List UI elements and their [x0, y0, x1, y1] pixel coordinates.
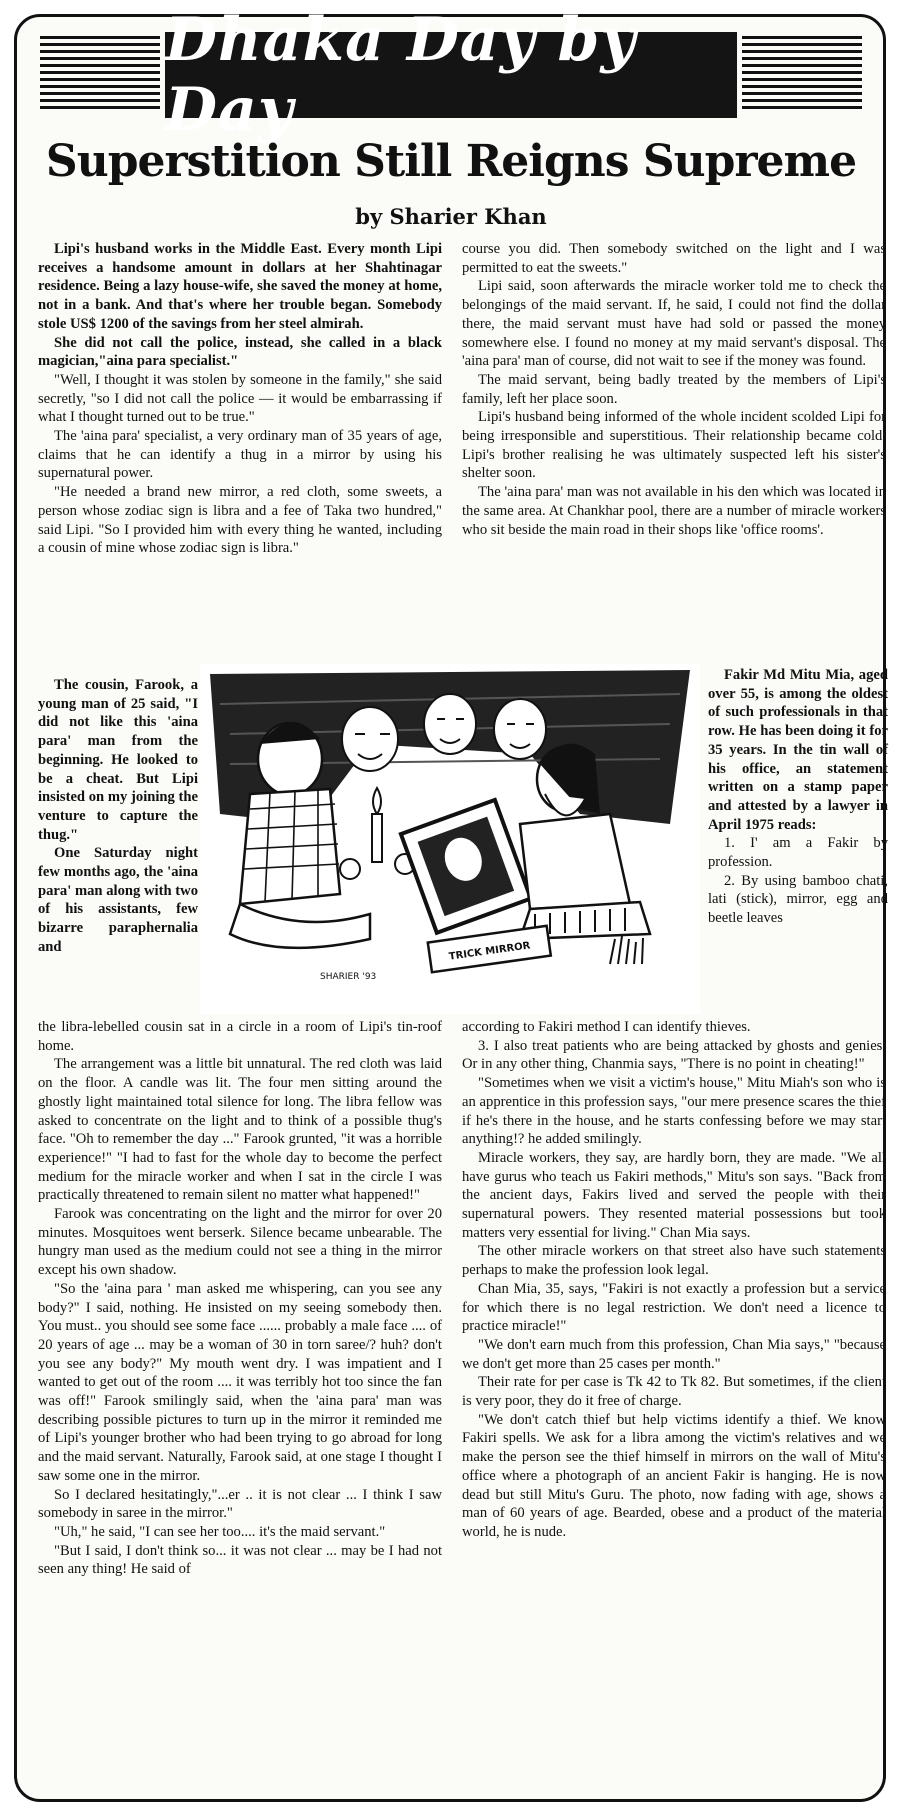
paragraph: The 'aina para' specialist, a very ordinary man of 35 years of age, claims that he can identify a thug in a mirror by using his supernatural power.	[38, 428, 442, 482]
column-right-wrap	[708, 666, 888, 928]
paragraph: One Saturday night few months ago, the 'aina para' man along with two of his assistants, few bizarre paraphernalia and	[38, 845, 198, 955]
paragraph: "Sometimes when we visit a victim's house," Mitu Miah's son who is an apprentice in this profession says, "our mere presence scares the thief if he's there in the house, and he starts confessing before we may start anything!? he added smilingly.	[462, 1075, 886, 1148]
paragraph: Lipi's husband being informed of the whole incident scolded Lipi for being irresponsible and superstitious. Their relationship became cold. Lipi's brother realising he was ultimately suspected left his sister's shelter soon.	[462, 409, 886, 482]
paragraph: The cousin, Farook, a young man of 25 said, "I did not like this 'aina para' man from the beginning. He looked to be a cheat. But Lipi insisted on my joining the venture to capture the thug."	[38, 677, 198, 843]
column-left-bottom	[38, 1018, 442, 1579]
column-left-top	[38, 240, 442, 558]
column-right-bottom	[462, 1018, 886, 1542]
paragraph: Lipi said, soon afterwards the miracle worker told me to check the belongings of the maid servant. If, he said, I could not find the dollar there, the maid servant must have had sold or passed the money somewhere else. I found no money at my maid servant's disposal. The 'aina para' man of course, did not wait to see if the money was found.	[462, 278, 886, 370]
paragraph: "So the 'aina para ' man asked me whispering, can you see any body?" I said, nothing. He insisted on my seeing somebody then. You must.. you should see some face ...... probably a male face .... of 20 years of age ... may be a woman of 30 in torn saree/? huh? don't you see any body?" My mouth went dry. I was impatient and I wanted to get out of the room .... it was terribly hot too since the fan was off!" Farook smilingly said, when the 'aina para' man was describing possible pictures to turn up in the mirror it reminded me of Lipi's younger brother who had been trying to go abroad for long and the maid servant. Naturally, Farook said, at one stage I thought I saw some one in the mirror.	[38, 1280, 442, 1484]
paragraph: Fakir Md Mitu Mia, aged over 55, is among the oldest of such professionals in that row. He has been doing it for 35 years. In the tin wall of his office, an statement written on a stamp paper and attested by a lawyer in April 1975 reads:	[708, 667, 888, 833]
paragraph: the libra-lebelled cousin sat in a circle in a room of Lipi's tin-roof home.	[38, 1019, 442, 1054]
masthead-title: Dhaka Day by Day	[165, 5, 637, 145]
paragraph: So I declared hesitatingly,"...er .. it is not clear ... I think I saw somebody in saree in the mirror."	[38, 1486, 442, 1522]
byline: by Sharier Khan	[355, 204, 547, 229]
paragraph: The maid servant, being badly treated by the members of Lipi's family, left her place soon.	[462, 371, 886, 407]
paragraph: 2. By using bamboo chati, lati (stick), mirror, egg and beetle leaves	[708, 872, 888, 927]
headline: Superstition Still Reigns Supreme	[45, 136, 857, 187]
paragraph: "But I said, I don't think so... it was not clear ... may be I had not seen any thing! He said of	[38, 1542, 442, 1578]
paragraph: Their rate for per case is Tk 42 to Tk 82. But sometimes, if the client is very poor, they do it free of charge.	[462, 1374, 886, 1410]
masthead-rule-left	[40, 36, 160, 112]
paragraph: Miracle workers, they say, are hardly born, they are made. "We all have gurus who teach us Fakiri methods," Mitu's son says. "Back from the ancient days, Fakirs lived and served the people with their supernatural powers. They resented material possessions but took matters very essential for living." Chan Mia says.	[462, 1149, 886, 1241]
artist-signature: SHARIER '93	[320, 972, 377, 982]
column-right-top	[462, 240, 886, 539]
paragraph: 3. I also treat patients who are being attacked by ghosts and genies. Or in any other thing, Chanmia says, "There is no point in cheating!"	[462, 1037, 886, 1073]
masthead-rule-right	[742, 36, 862, 112]
paragraph: course you did. Then somebody switched on the light and I was permitted to eat the sweets."	[462, 241, 886, 276]
cartoon-illustration	[200, 664, 700, 1014]
paragraph: The arrangement was a little bit unnatural. The red cloth was laid on the floor. A candle was lit. The four men sitting around the ghostly light maintained total silence for long. The libra fellow was asked to concentrate on the light and to think of a possible thug's face. "Oh to remember the day ..." Farook grunted, "it was a horrible experience!" "I had to fast for the whole day to become the perfect medium for the miracle worker and when I sat in the circle I was practically threatened to remain silent no matter what happened!"	[38, 1056, 442, 1204]
paragraph: "He needed a brand new mirror, a red cloth, some sweets, a person whose zodiac sign is libra and a fee of Taka two hundred," said Lipi. "So I provided him with every thing he wanted, including a cousin of mine whose zodiac sign is libra."	[38, 484, 442, 557]
paragraph: "Well, I thought it was stolen by someone in the family," she said secretly, "so I did not call the police — it would be embarrassing if what I thought turned out to be true."	[38, 371, 442, 426]
paragraph: Chan Mia, 35, says, "Fakiri is not exactly a profession but a service for which there is no legal restriction. We don't need a licence to practice miracle!"	[462, 1280, 886, 1335]
paragraph: "Uh," he said, "I can see her too.... it's the maid servant."	[54, 1523, 386, 1540]
paragraph: Lipi's husband works in the Middle East. Every month Lipi receives a handsome amount in dollars at her Shahtinagar residence. Being a lazy house-wife, she saved the money at home, not in a bank. And that's where her trouble began. Somebody stole US$ 1200 of the savings from her steel almirah.	[38, 241, 442, 332]
paragraph: 1. I' am a Fakir by profession.	[708, 835, 888, 871]
paragraph: She did not call the police, instead, she called in a black magician,"aina para specialist."	[38, 334, 442, 370]
paragraph: The 'aina para' man was not available in his den which was located in the same area. At Chankhar pool, there are a number of miracle workers who sit beside the main road in their shops like 'office rooms'.	[462, 484, 886, 538]
paragraph: Farook was concentrating on the light and the mirror for over 20 minutes. Mosquitoes went berserk. Silence became unbearable. The hungry man used as the medium could not see a thing in the mirror except his own shadow.	[38, 1206, 442, 1279]
paragraph: The other miracle workers on that street also have such statements perhaps to make the profession look legal.	[462, 1243, 886, 1279]
paragraph: "We don't catch thief but help victims identify a thief. We know Fakiri spells. We ask for a libra among the victim's relatives and we make the person see the thief himself in mirrors on the wall of Mitu's office where a photograph of an ancient Fakir is hanging. He is now dead but still Mitu's Guru. The photo, now fading with age, shows a man of 60 years of age. Bearded, obese and a product of the material world, he is nude.	[462, 1411, 886, 1540]
column-left-wrap	[38, 676, 198, 957]
paragraph: "We don't earn much from this profession, Chan Mia says," "because we don't get more than 25 cases per month."	[462, 1336, 886, 1372]
masthead	[40, 5, 862, 145]
masthead-banner	[165, 5, 737, 145]
paragraph: according to Fakiri method I can identify thieves.	[462, 1019, 751, 1035]
box-label: TRICK MIRROR	[448, 940, 532, 963]
